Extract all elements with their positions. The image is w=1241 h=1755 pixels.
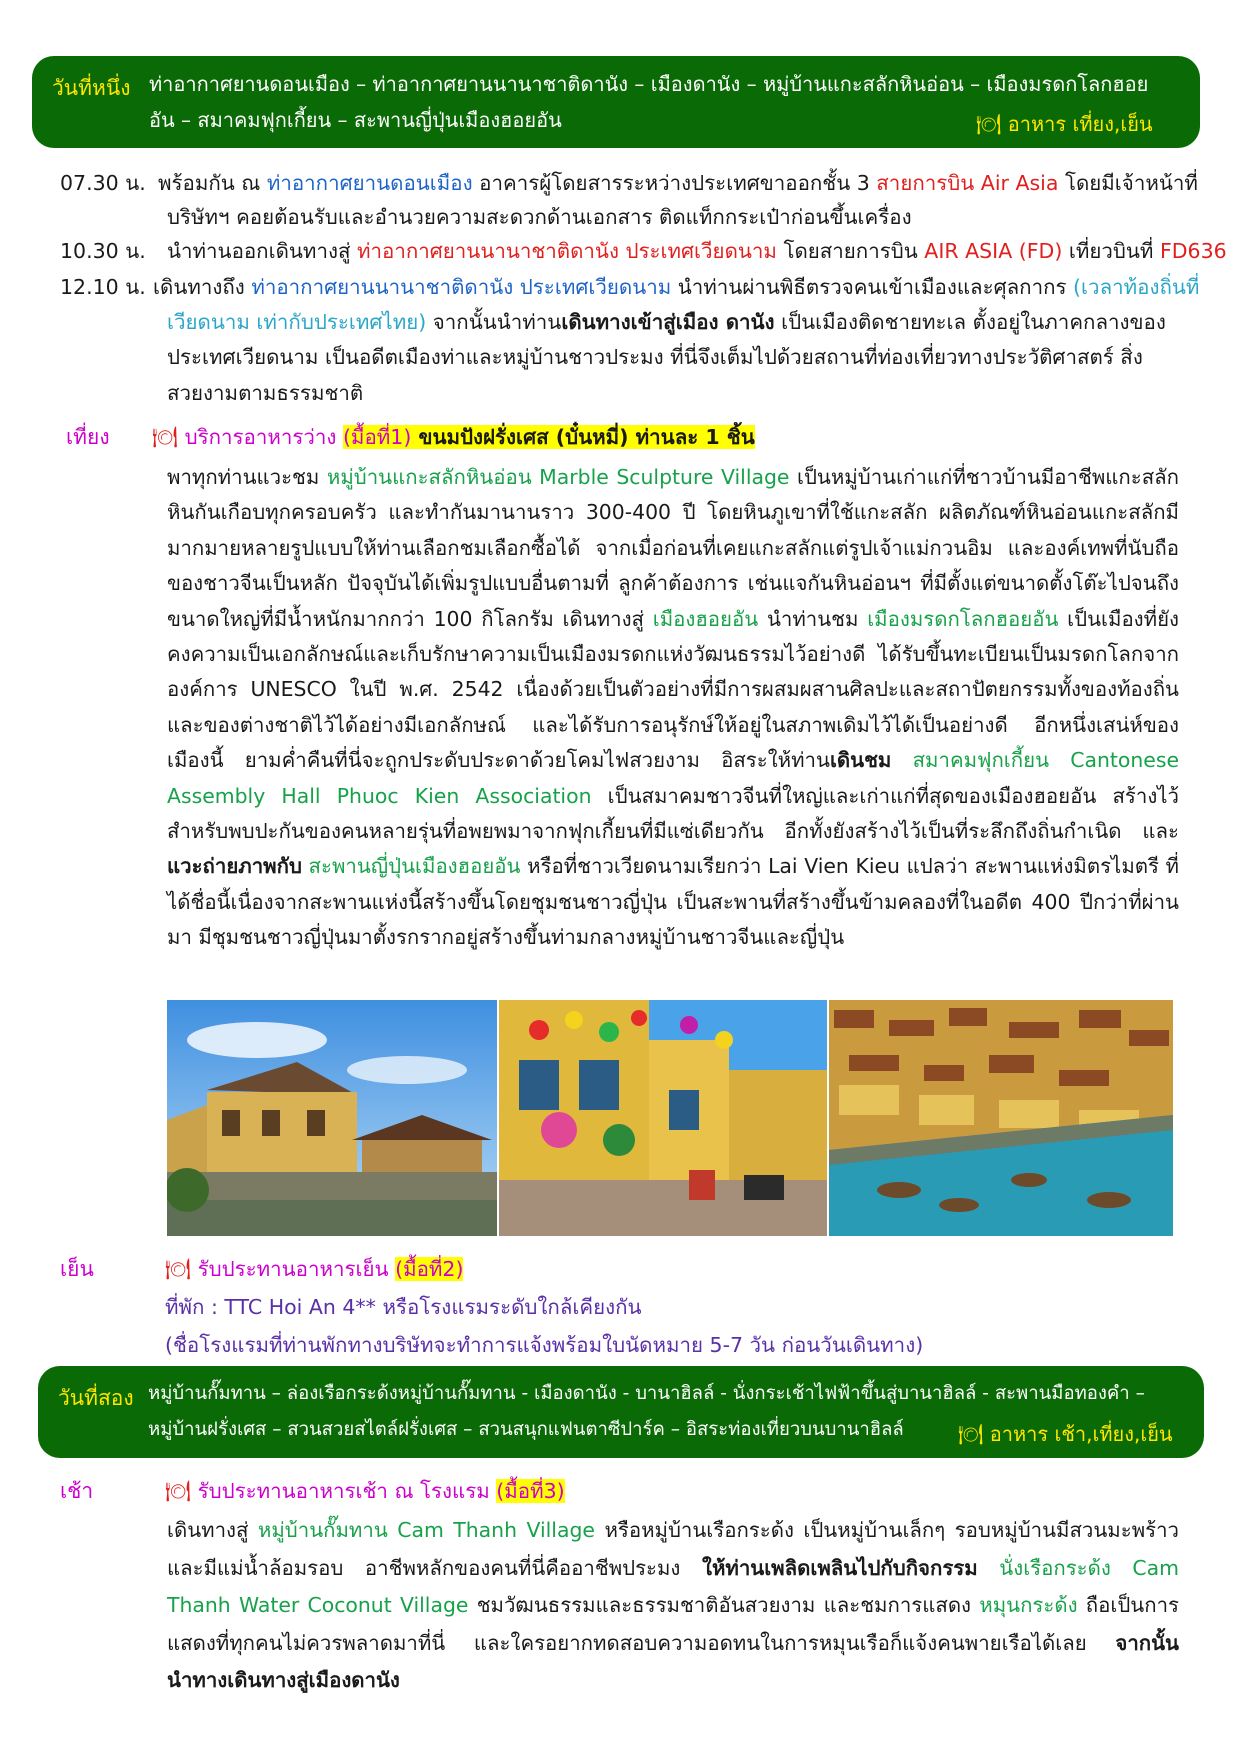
hoi-an-heritage: เมืองมรดกโลกฮอยอัน [867, 606, 1059, 631]
day2-label: วันที่สอง [58, 1386, 134, 1410]
day1-paragraph [167, 460, 1179, 956]
row-1210-line3: ประเทศเวียดนาม เป็นอดีตเมืองท่าและหมู่บ้านชาวประมง ที่นี่จึงเต็มไปด้วยสถานที่ท่องเที่ยวทางประวัติศาสตร์ สิ่ง [167, 345, 1143, 369]
row-1210-line2 [167, 305, 1166, 340]
flight-number: FD636 [1159, 239, 1227, 263]
text: เป็นเมืองที่ยังคงความเป็นเอกลักษณ์และเก็บรักษาความเป็นเมืองมรดกแห่งวัฒนธรรมไว้อย่างดี ได้รับขึ้นทะเบียนเป็นมรดกโลกจากองค์การ UNESCO ในปี พ.ศ. 2542 เนื่องด้วยเป็นตัวอย่างที่มีการผสมผสานศิลปะและสถาปัตยกรรมทั้งของท้องถิ่นและของต่างชาติไว้ได้อย่างมีเอกลักษณ์ และได้รับการอนุรักษ์ให้อยู่ในสภาพเดิมไว้ได้เป็นอย่างดี อีกหนึ่งเสน่ห์ของเมืองนี้ ยามค่ำคืนที่นี่จะถูกประดับประดาด้วยโคมไฟสวยงาม อิสระให้ท่าน [167, 606, 1179, 773]
breakfast-text: รับประทานอาหารเช้า ณ โรงแรม [197, 1479, 497, 1503]
text: พร้อมกัน ณ [158, 171, 267, 195]
dinner-text: รับประทานอาหารเย็น [197, 1257, 396, 1281]
day2-meals [958, 1418, 1173, 1450]
local-time-note-cont: เวียดนาม เท่ากับประเทศไทย) [167, 310, 427, 334]
lunch-text: บริการอาหารว่าง [184, 425, 343, 449]
danang-airport: ท่าอากาศยานนานาชาติดานัง ประเทศเวียดนาม [357, 239, 777, 263]
text: หรือหมู่บ้านเรือกระด้ง เป็นหมู่บ้านเล็กๆ รอบหมู่บ้านมีสวนมะพร้าวและมีแม่น้ำล้อมรอบ อาชีพหลักของคนที่นี่คืออาชีพประมง [167, 1518, 1179, 1580]
cam-thanh-village: หมู่บ้านกั๊มทาน Cam Thanh Village [257, 1518, 595, 1542]
meal-icon: 🍽 [165, 1479, 192, 1503]
day1-route-line2: อัน – สมาคมฟุกเกี้ยน – สะพานญี่ปุ่นเมืองฮอยอัน [149, 108, 562, 132]
text: เป็นสมาคมชาวจีนที่ใหญ่และเก่าแก่ที่สุดของเมืองฮอยอัน สร้างไว้สำหรับพบปะกันของคนหลายรุ่นที่อพยพมาจากฟุกเกี้ยนที่มีแซ่เดียวกัน อีกทั้งยังสร้างไว้เป็นที่ระลึกถึงถิ่นกำเนิด และ [167, 783, 1179, 844]
marble-village: หมู่บ้านแกะสลักหินอ่อน Marble Sculpture Village [326, 465, 790, 489]
text: อาคารผู้โดยสารระหว่างประเทศขาออกชั้น 3 [472, 171, 877, 195]
activity-bold: ให้ท่านเพลิดเพลินไปกับกิจกรรม [701, 1555, 978, 1580]
text: ชมวัฒนธรรมและธรรมชาติอันสวยงาม และชมการแสดง [468, 1593, 980, 1617]
text: เป็นหมู่บ้านเก่าแก่ที่ชาวบ้านมีอาชีพแกะสลักหินกันเกือบทุกครอบครัว และทำกันมานานราว 300-400 ปี โดยหินภูเขาที่ใช้แกะสลัก ผลิตภัณฑ์หินอ่อนแกะสลักมีมากมายหลายรูปแบบให้ท่านเลือกชมเลือกซื้อได้ จากเมื่อก่อนที่เคยแกะสลักแต่รูปเจ้าแม่กวนอิม และองค์เทพที่นับถือของชาวจีนเป็นหลัก ปัจจุบันได้เพิ่มรูปแบบอื่นตามที่ ลูกค้าต้องการ เช่นแจกันหินอ่อนฯ ที่มีตั้งแต่ขนาดตั้งโต๊ะไปจนถึงขนาดใหญ่ที่มีน้ำหนักมากกว่า 100 กิโลกรัม เดินทางสู่ [167, 465, 1179, 631]
lunch-label: เที่ยง [66, 425, 110, 449]
text: เดินทางสู่ [167, 1518, 258, 1542]
text [302, 854, 309, 878]
dinner-label: เย็น [60, 1257, 94, 1281]
text: เดินทางถึง [153, 275, 252, 299]
breakfast-label: เช้า [60, 1479, 94, 1503]
day1-meals [976, 108, 1153, 140]
meal-number: (มื้อที่1) [342, 425, 412, 449]
text: หรือที่ชาวเวียดนามเรียกว่า Lai Vien Kieu แปลว่า สะพานแห่งมิตรไมตรี ที่ได้ชื่อนี้เนื่องจากสะพานแห่งนี้สร้างขึ้นโดยชุมชนชาวญี่ปุ่น เป็นสะพานที่สร้างขึ้นข้ามคลองที่ในอดีต 400 ปีกว่าที่ผ่านมา มีชุมชนชาวญี่ปุ่นมาตั้งรกรากอยู่สร้างขึ้นท่ามกลางหมู่บ้านชาวจีนและญี่ปุ่น [167, 854, 1180, 950]
day1-banner [32, 56, 1200, 148]
text: โดยสายการบิน [776, 239, 925, 263]
row-1030 [167, 234, 1227, 269]
danang-airport-arrival: ท่าอากาศยานนานาชาติดานัง ประเทศเวียดนาม [251, 275, 672, 299]
hoi-an-aerial-photo [829, 1000, 1173, 1236]
row-1210-line1 [153, 270, 1199, 305]
basket-spin: หมุนกระด้ง [979, 1593, 1078, 1617]
meal-number: (มื้อที่3) [496, 1479, 565, 1503]
hoi-an-street-photo [499, 1000, 827, 1236]
japanese-bridge: สะพานญี่ปุ่นเมืองฮอยอัน [308, 854, 521, 879]
time-0730: 07.30 น. [60, 171, 146, 195]
dinner-line [165, 1252, 463, 1287]
hotel-note: (ชื่อโรงแรมที่ท่านพักทางบริษัทจะทำการแจ้งพร้อมใบนัดหมาย 5-7 วัน ก่อนวันเดินทาง) [165, 1333, 924, 1357]
text: นำท่านผ่านพิธีตรวจคนเข้าเมืองและศุลกากร [671, 275, 1074, 299]
text: พาทุกท่านแวะชม [167, 465, 327, 489]
day1-label: วันที่หนึ่ง [52, 76, 131, 100]
day2-route-line2: หมู่บ้านฝรั่งเศส – สวนสวยสไตล์ฝรั่งเศส – สวนสนุกแฟนตาซีปาร์ค – อิสระท่องเที่ยวบนบานาฮิลล์ [148, 1419, 904, 1440]
basket-boat: นั่งเรือกระด้ง Cam Thanh Water Coconut Village [167, 1555, 1179, 1617]
day2-route-line1: หมู่บ้านกั๊มทาน – ล่องเรือกระด้งหมู่บ้านกั๊มทาน - เมืองดานัง - บานาฮิลล์ - นั่งกระเช้าไฟฟ้าขึ้นสู่บานาฮิลล์ - สะพานมือทองคำ – [148, 1383, 1145, 1404]
lunch-menu: ขนมปังฝรั่งเศส (บั๋นหมี่) ท่านละ 1 ชิ้น [411, 425, 755, 449]
text: นำท่านออกเดินทางสู่ [167, 239, 357, 263]
walk-bold: เดินชม [829, 748, 892, 773]
text: จากนั้นนำท่าน [426, 310, 562, 334]
to-danang-bold: จากนั้นนำทางเดินทางสู่เมืองดานัง [167, 1630, 1179, 1692]
text [891, 748, 912, 772]
text [978, 1556, 1000, 1580]
day1-route-line1: ท่าอากาศยานดอนเมือง – ท่าอากาศยานนานาชาติดานัง – เมืองดานัง – หมู่บ้านแกะสลักหินอ่อน – เมืองมรดกโลกฮอย [149, 72, 1149, 96]
phuoc-kien-hall: สมาคมฟุกเกี้ยน Cantonese Assembly Hall Phuoc Kien Association [167, 748, 1179, 808]
airline-code: AIR ASIA (FD) [924, 239, 1063, 263]
day2-banner [38, 1366, 1204, 1458]
photo-bold: แวะถ่ายภาพกับ [167, 854, 302, 879]
row-1210-line4: สวยงามตามธรรมชาติ [167, 381, 364, 405]
row-0730-line2: บริษัทฯ คอยต้อนรับและอำนวยความสะดวกด้านเอกสาร ติดแท็กกระเป๋าก่อนขึ้นเครื่อง [167, 205, 912, 229]
time-1210: 12.10 น. [60, 275, 146, 299]
text: เป็นเมืองติดชายทะเล ตั้งอยู่ในภาคกลางของ [774, 310, 1166, 334]
local-time-note: (เวลาท้องถิ่นที่ [1073, 275, 1200, 299]
text: ถือเป็นการแสดงที่ทุกคนไม่ควรพลาดมาที่นี่ และใครอยากทดสอบความอดทนในการหมุนเรือก็แจ้งคนพายเรือได้เลย [167, 1593, 1179, 1655]
day1-meals-text: อาหาร เที่ยง,เย็น [1007, 112, 1153, 136]
text: โดยมีเจ้าหน้าที่ [1058, 171, 1198, 195]
meal-number: (มื้อที่2) [395, 1257, 464, 1281]
meal-icon: 🍽 [165, 1257, 192, 1281]
day2-paragraph [167, 1512, 1179, 1700]
japanese-bridge-photo [167, 1000, 497, 1236]
day2-meals-text: อาหาร เช้า,เที่ยง,เย็น [989, 1422, 1173, 1446]
breakfast-line [165, 1474, 565, 1509]
meal-icon: 🍽 [958, 1422, 984, 1446]
text: เที่ยวบินที่ [1062, 239, 1160, 263]
airline-name: สายการบิน Air Asia [876, 171, 1059, 195]
time-1030: 10.30 น. [60, 239, 146, 263]
hoi-an: เมืองฮอยอัน [652, 606, 759, 631]
meal-icon: 🍽 [152, 425, 179, 449]
danang-bold: เดินทางเข้าสู่เมือง ดานัง [561, 310, 775, 334]
lunch-line [152, 420, 755, 455]
text: นำท่านชม [758, 606, 868, 631]
meal-icon: 🍽 [976, 112, 1002, 136]
hotel-line: ที่พัก : TTC Hoi An 4** หรือโรงแรมระดับใกล้เคียงกัน [165, 1295, 642, 1319]
row-0730-line1 [158, 166, 1198, 201]
don-mueang-airport-link: ท่าอากาศยานดอนเมือง [266, 171, 473, 195]
